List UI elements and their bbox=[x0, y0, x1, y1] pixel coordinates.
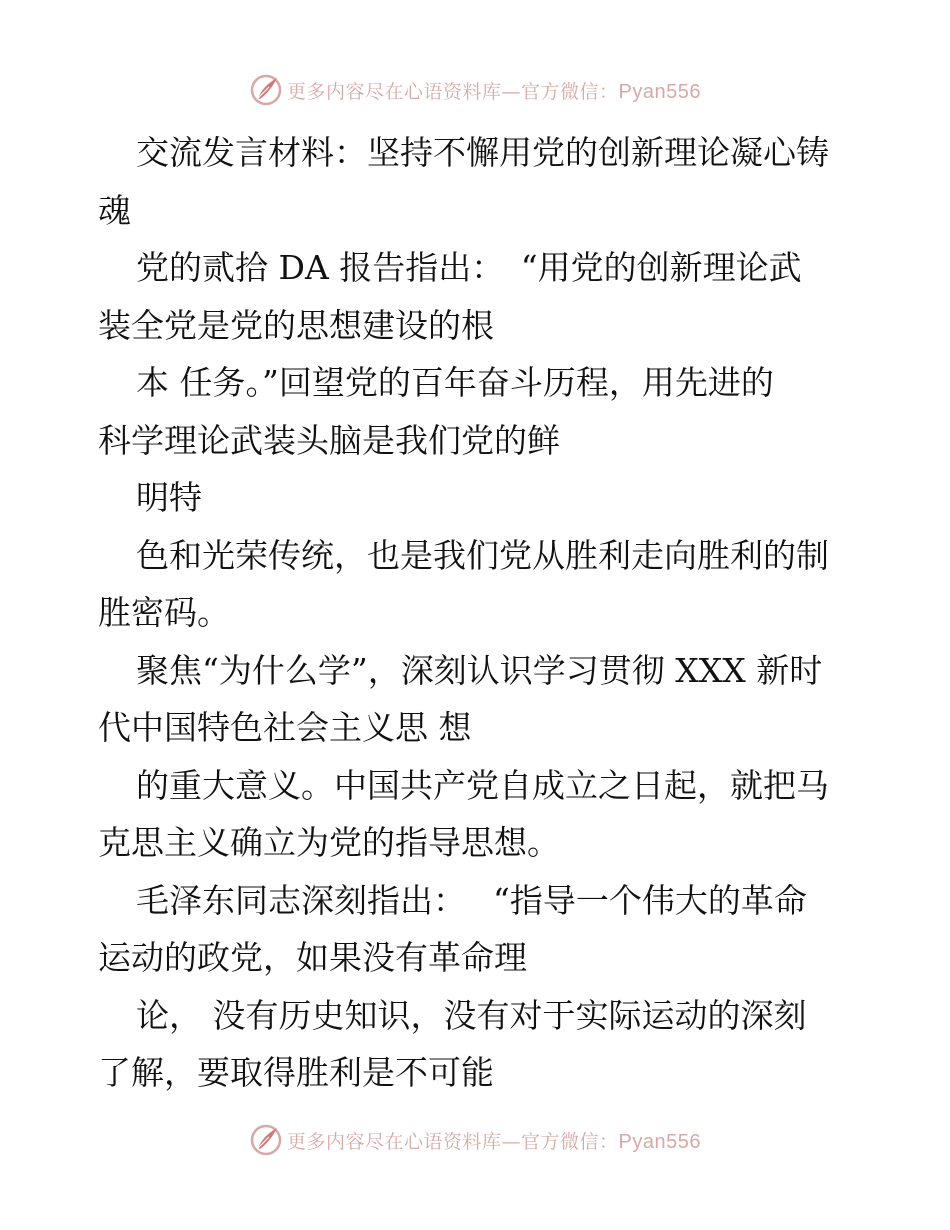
paragraph bbox=[98, 124, 858, 239]
footer-wechat-id: Pyan556 bbox=[618, 1130, 701, 1153]
text-line: 科学理论武装头脑是我们党的鲜 bbox=[98, 420, 560, 460]
document-body bbox=[98, 124, 858, 1102]
text-line: 论， 没有历史知识，没有对于实际运动的深刻 bbox=[136, 995, 807, 1035]
text-line: 运动的政党，如果没有革命理 bbox=[98, 938, 527, 977]
text-line: 毛泽东同志深刻指出： “指导一个伟大的革命 bbox=[136, 880, 807, 920]
header-wechat-id: Pyan556 bbox=[618, 80, 701, 103]
header-banner-text: 更多内容尽在心语资料库—官方微信： bbox=[287, 80, 619, 103]
paragraph bbox=[98, 239, 858, 354]
paragraph bbox=[98, 469, 858, 527]
text-line: 的重大意义。中国共产党自成立之日起，就把马 bbox=[136, 765, 829, 805]
text-line: 聚焦“为什么学”，深刻认识学习贯彻 XXX 新时 bbox=[136, 650, 823, 690]
text-line: 色和光荣传统，也是我们党从胜利走向胜利的制 bbox=[136, 535, 829, 575]
quill-pen-logo-icon bbox=[249, 73, 283, 107]
text-line: 交流发言材料：坚持不懈用党的创新理论凝心铸 bbox=[136, 133, 829, 172]
text-line: 了解，要取得胜利是不可能 bbox=[98, 1053, 494, 1092]
text-line: 党的贰拾 DA 报告指出： “用党的创新理论武 bbox=[136, 248, 802, 287]
text-line: 胜密码。 bbox=[98, 593, 230, 632]
paragraph bbox=[98, 354, 858, 469]
text-line: 本 任务。”回望党的百年奋斗历程，用先进的 bbox=[136, 363, 774, 402]
paragraph bbox=[98, 527, 858, 642]
paragraph bbox=[98, 642, 858, 757]
text-line: 代中国特色社会主义思 想 bbox=[98, 708, 472, 747]
footer-banner-text: 更多内容尽在心语资料库—官方微信： bbox=[287, 1130, 619, 1153]
quill-pen-logo-icon bbox=[249, 1123, 283, 1157]
header-watermark-banner bbox=[0, 70, 950, 110]
text-line: 魂 bbox=[98, 190, 131, 230]
text-line: 克思主义确立为党的指导思想。 bbox=[98, 823, 560, 862]
paragraph bbox=[98, 757, 858, 872]
text-line: 明特 bbox=[136, 478, 202, 517]
text-line: 装全党是党的思想建设的根 bbox=[98, 305, 494, 345]
paragraph bbox=[98, 872, 858, 987]
footer-watermark-banner bbox=[0, 1120, 950, 1160]
paragraph bbox=[98, 987, 858, 1102]
